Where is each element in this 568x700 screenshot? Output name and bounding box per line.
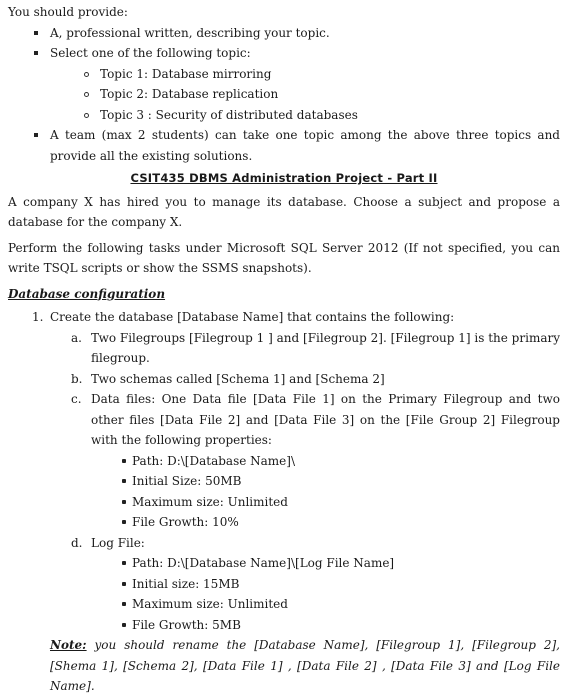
intro-lead: You should provide: [8, 5, 128, 19]
bullet-item: A, professional written, describing your topic. [50, 23, 560, 44]
property-item: Maximum size: Unlimited [132, 594, 560, 615]
intro-bullet-list [50, 23, 560, 64]
subtask-a [71, 328, 560, 369]
note-paragraph [50, 635, 560, 697]
property-item: Path: D:\[Database Name]\ [132, 451, 560, 472]
property-item: Initial size: 15MB [132, 574, 560, 595]
bullet-item: A team (max 2 students) can take one topic among the above three topics and provide all the existing solutions. [50, 125, 560, 166]
data-file-properties [132, 451, 560, 533]
task-number: 1. [32, 310, 44, 324]
property-item: Initial Size: 50MB [132, 471, 560, 492]
property-item: File Growth: 5MB [132, 615, 560, 636]
property-item: File Growth: 10% [132, 512, 560, 533]
intro-bullet-list-2 [50, 125, 560, 166]
topic-list [100, 64, 560, 126]
subtask-text: Log File: [91, 535, 145, 550]
topic-item: Topic 2: Database replication [100, 84, 560, 105]
property-item: Path: D:\[Database Name]\[Log File Name] [132, 553, 560, 574]
property-item: Maximum size: Unlimited [132, 492, 560, 513]
subtask-marker: b. [71, 371, 83, 386]
subtask-d [71, 533, 560, 554]
topic-item: Topic 3 : Security of distributed databases [100, 105, 560, 126]
instructions-paragraph: Perform the following tasks under Microsoft SQL Server 2012 (If not specified, you can write TSQL scripts or show the SSMS snapshots). [8, 240, 560, 275]
project-heading: CSIT435 DBMS Administration Project - Part II [130, 171, 438, 185]
note-label: Note: [50, 638, 87, 652]
section-title: Database configuration [8, 286, 166, 301]
topic-item: Topic 1: Database mirroring [100, 64, 560, 85]
bullet-item: Select one of the following topic: [50, 43, 560, 64]
subtask-marker: d. [71, 535, 83, 550]
subtask-marker: c. [71, 392, 82, 406]
note-text: you should rename the [Database Name], [Filegroup 1], [Filegroup 2], [Shema 1], [Schema 2], [Data File 1] , [Data File 2] , [Data File 3] and [Log File Name]. [50, 638, 560, 693]
subtask-text: Data files: One Data file [Data File 1] on the Primary Filegroup and two other files [Data File 2] and [Data File 3] on the [File Group 2] Filegroup with the following properties: [91, 392, 560, 447]
task-item-1 [32, 307, 560, 328]
subtask-c [71, 389, 560, 451]
log-file-properties [132, 553, 560, 635]
intro-paragraph: A company X has hired you to manage its database. Choose a subject and propose a database for the company X. [8, 194, 560, 229]
subtask-text: Two schemas called [Schema 1] and [Schema 2] [91, 371, 385, 386]
subtask-text: Two Filegroups [Filegroup 1 ] and [Filegroup 2]. [Filegroup 1] is the primary filegroup. [91, 330, 560, 365]
subtask-marker: a. [71, 330, 82, 345]
task-text: Create the database [Database Name] that contains the following: [50, 310, 455, 324]
subtask-b [71, 369, 560, 390]
